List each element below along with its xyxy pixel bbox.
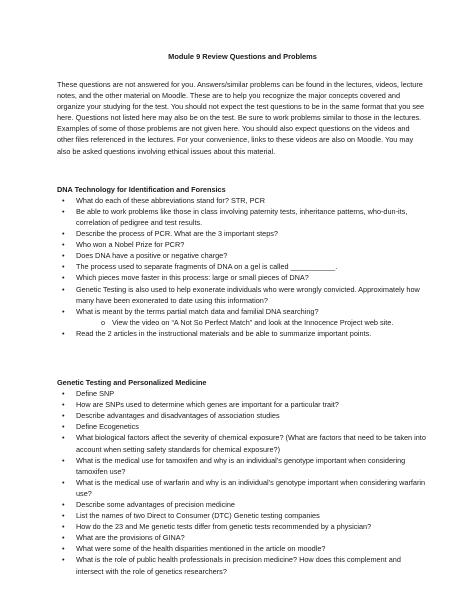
question-item bbox=[57, 510, 428, 521]
bullet-icon: • bbox=[62, 306, 65, 316]
question-item bbox=[57, 477, 428, 499]
question-item bbox=[57, 250, 428, 261]
question-text: The process used to separate fragments of DNA on a gel is called ___________. bbox=[76, 262, 338, 272]
bullet-icon: • bbox=[62, 522, 65, 532]
bullet-icon: • bbox=[62, 411, 65, 421]
bullet-icon: • bbox=[62, 262, 65, 272]
question-text: Describe advantages and disadvantages of association studies bbox=[76, 411, 280, 421]
bullet-icon: • bbox=[62, 511, 65, 521]
question-item bbox=[57, 432, 428, 454]
question-text: View the video on “A Not So Perfect Match” and look at the Innocence Project web site. bbox=[112, 317, 394, 327]
bullet-icon: • bbox=[62, 455, 65, 465]
bullet-icon: • bbox=[62, 284, 65, 294]
question-text: Genetic Testing is also used to help exonerate individuals who were wrongly convicted. Approximately how many have been exonerated to date using this information? bbox=[76, 284, 420, 305]
bullet-icon: • bbox=[62, 555, 65, 565]
document-title: Module 9 Review Questions and Problems bbox=[168, 52, 317, 61]
question-item bbox=[57, 543, 428, 554]
question-text: Be able to work problems like those in class involving paternity tests, inheritance patterns, who-dun-its, correlation of pedigree and test results. bbox=[76, 206, 408, 227]
bullet-icon: • bbox=[62, 251, 65, 261]
bullet-icon: • bbox=[62, 273, 65, 283]
question-text: What is the medical use for tamoxifen and why is an individual’s genotype important when considering tamoxifen use? bbox=[76, 455, 406, 476]
section-heading-dna-technology: DNA Technology for Identification and Forensics bbox=[57, 184, 226, 194]
bullet-icon: • bbox=[62, 400, 65, 410]
question-item bbox=[57, 206, 428, 228]
sub-question-item bbox=[57, 317, 428, 328]
genetic-testing-question-list bbox=[57, 388, 428, 577]
bullet-icon: • bbox=[62, 389, 65, 399]
bullet-icon: • bbox=[62, 328, 65, 338]
question-text: What is the role of public health professionals in precision medicine? How does this complement and intersect with the role of genetics researchers? bbox=[76, 555, 401, 576]
bullet-icon: • bbox=[62, 229, 65, 239]
bullet-icon: • bbox=[62, 544, 65, 554]
question-text: How do the 23 and Me genetic tests differ from genetic tests recommended by a physician? bbox=[76, 522, 372, 532]
question-item bbox=[57, 421, 428, 432]
question-text: Who won a Nobel Prize for PCR? bbox=[76, 240, 185, 250]
bullet-icon: • bbox=[62, 533, 65, 543]
question-item bbox=[57, 521, 428, 532]
question-item bbox=[57, 306, 428, 317]
question-text: What biological factors affect the severity of chemical exposure? (What are factors that need to be taken into account when setting safety standards for chemical exposure?) bbox=[76, 433, 426, 454]
bullet-icon: • bbox=[62, 433, 65, 443]
bullet-icon: • bbox=[62, 206, 65, 216]
question-text: Read the 2 articles in the instructional materials and be able to summarize important points. bbox=[76, 328, 372, 338]
question-item bbox=[57, 455, 428, 477]
question-item bbox=[57, 399, 428, 410]
bullet-icon: • bbox=[62, 195, 65, 205]
bullet-icon: • bbox=[62, 477, 65, 487]
question-item bbox=[57, 499, 428, 510]
question-text: What do each of these abbreviations stand for? STR, PCR bbox=[76, 195, 266, 205]
bullet-icon: • bbox=[62, 240, 65, 250]
bullet-icon: • bbox=[62, 500, 65, 509]
question-text: What is meant by the terms partial match data and familial DNA searching? bbox=[76, 306, 319, 316]
question-item bbox=[57, 261, 428, 272]
question-text: Describe the process of PCR. What are the 3 important steps? bbox=[76, 229, 278, 239]
question-item bbox=[57, 284, 428, 306]
question-text: Define SNP bbox=[76, 389, 115, 399]
question-item bbox=[57, 388, 428, 399]
question-item bbox=[57, 228, 428, 239]
bullet-icon: • bbox=[62, 422, 65, 432]
question-item bbox=[57, 195, 428, 206]
section-heading-genetic-testing: Genetic Testing and Personalized Medicine bbox=[57, 377, 207, 387]
question-item bbox=[57, 272, 428, 283]
question-text: How are SNPs used to determine which genes are important for a particular trait? bbox=[76, 400, 339, 410]
question-text: What are the provisions of GINA? bbox=[76, 533, 185, 543]
question-text: Define Ecogenetics bbox=[76, 422, 139, 432]
question-text: List the names of two Direct to Consumer (DTC) Genetic testing companies bbox=[76, 511, 320, 521]
dna-technology-question-list bbox=[57, 195, 428, 339]
question-text: What were some of the health disparities mentioned in the article on moodle? bbox=[76, 544, 326, 554]
question-text: Describe some advantages of precision medicine bbox=[76, 500, 235, 509]
question-text: Does DNA have a positive or negative charge? bbox=[76, 251, 228, 261]
intro-paragraph: These questions are not answered for you. Answers/similar problems can be found in the lectures, videos, lecture notes, and the other material on Moodle. These are to help you recognize the major concepts covered and organize your studying for the test. You should not expect the test questions to be in the same format that you see here. Questions not listed here may also be on the test. Be sure to work problems similar to those in the lectures. Examples of some of those problems are not given here. You should also expect questions on the videos and other files referenced in the lectures. For your convenience, links to these videos are also on Moodle. You may also be asked questions involving ethical issues about this material. bbox=[57, 80, 425, 156]
question-text: What is the medical use of warfarin and why is an individual’s genotype important when considering warfarin use? bbox=[76, 477, 426, 498]
question-item bbox=[57, 328, 428, 339]
question-item bbox=[57, 410, 428, 421]
question-item bbox=[57, 532, 428, 543]
question-item bbox=[57, 554, 428, 576]
question-text: Which pieces move faster in this process: large or small pieces of DNA? bbox=[76, 273, 309, 283]
hollow-bullet-icon: o bbox=[101, 317, 106, 327]
question-item bbox=[57, 239, 428, 250]
